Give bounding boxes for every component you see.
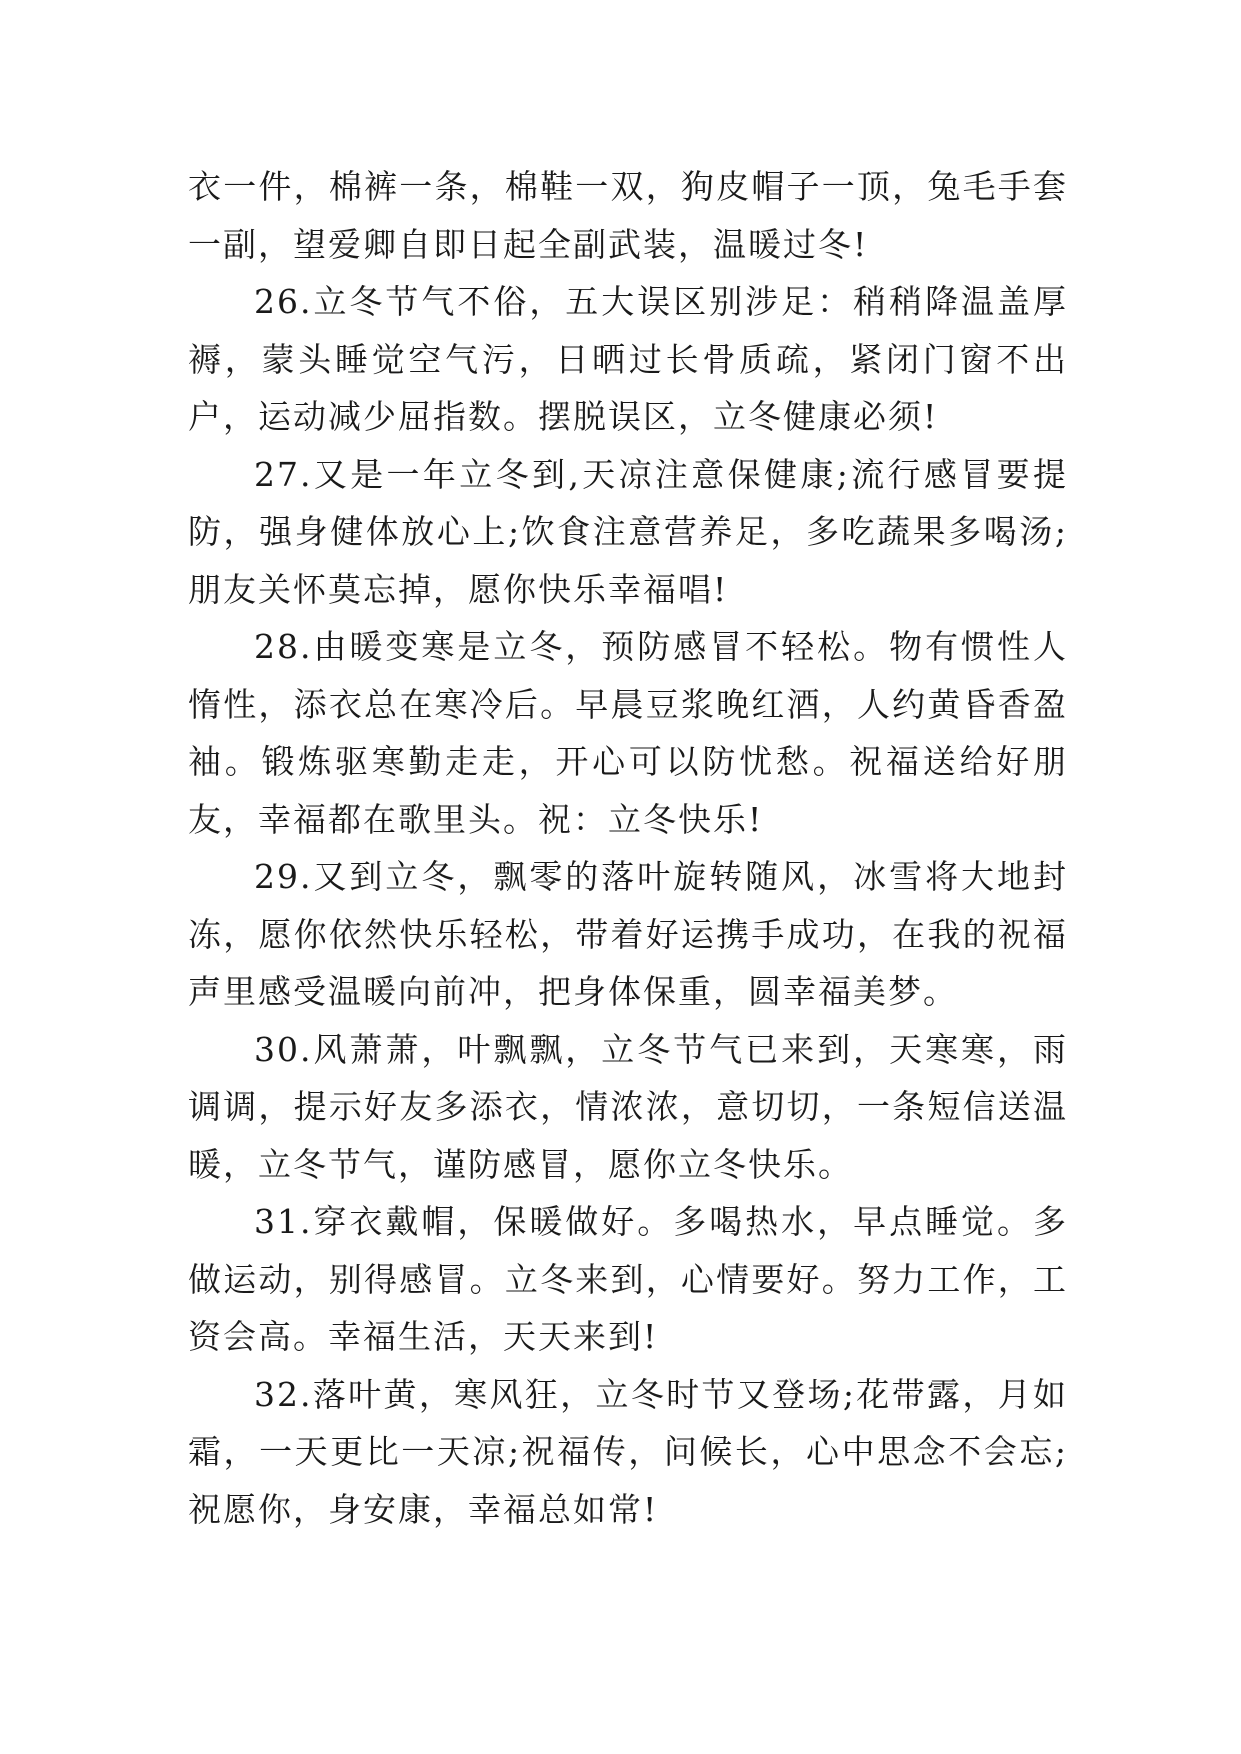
paragraph-29: 29.又到立冬，飘零的落叶旋转随风，冰雪将大地封冻，愿你依然快乐轻松，带着好运携手成功，在我的祝福声里感受温暖向前冲，把身体保重，圆幸福美梦。 [188,857,1068,1011]
paragraph-26: 26.立冬节气不俗，五大误区别涉足：稍稍降温盖厚褥，蒙头睡觉空气污，日晒过长骨质疏，紧闭门窗不出户，运动减少屈指数。摆脱误区，立冬健康必须! [188,282,1068,436]
paragraph-32: 32.落叶黄，寒风狂，立冬时节又登场;花带露，月如霜，一天更比一天凉;祝福传，问候长，心中思念不会忘;祝愿你，身安康，幸福总如常! [188,1374,1068,1529]
paragraph-30: 30.风萧萧，叶飘飘，立冬节气已来到，天寒寒，雨调调，提示好友多添衣，情浓浓，意切切，一条短信送温暖，立冬节气，谨防感冒，愿你立冬快乐。 [188,1029,1068,1184]
paragraph-27: 27.又是一年立冬到,天凉注意保健康;流行感冒要提防，强身健体放心上;饮食注意营养足，多吃蔬果多喝汤;朋友关怀莫忘掉，愿你快乐幸福唱! [188,454,1068,609]
paragraph-28: 28.由暖变寒是立冬，预防感冒不轻松。物有惯性人惰性，添衣总在寒冷后。早晨豆浆晚红酒，人约黄昏香盈袖。锻炼驱寒勤走走，开心可以防忧愁。祝福送给好朋友，幸福都在歌里头。祝：立冬快乐! [188,627,1068,839]
paragraph-31: 31.穿衣戴帽，保暖做好。多喝热水，早点睡觉。多做运动，别得感冒。立冬来到，心情要好。努力工作，工资会高。幸福生活，天天来到! [188,1202,1068,1356]
document-body [188,158,1068,1538]
paragraph-continuation: 衣一件，棉裤一条，棉鞋一双，狗皮帽子一顶，兔毛手套一副，望爱卿自即日起全副武装，温暖过冬! [188,167,1068,264]
